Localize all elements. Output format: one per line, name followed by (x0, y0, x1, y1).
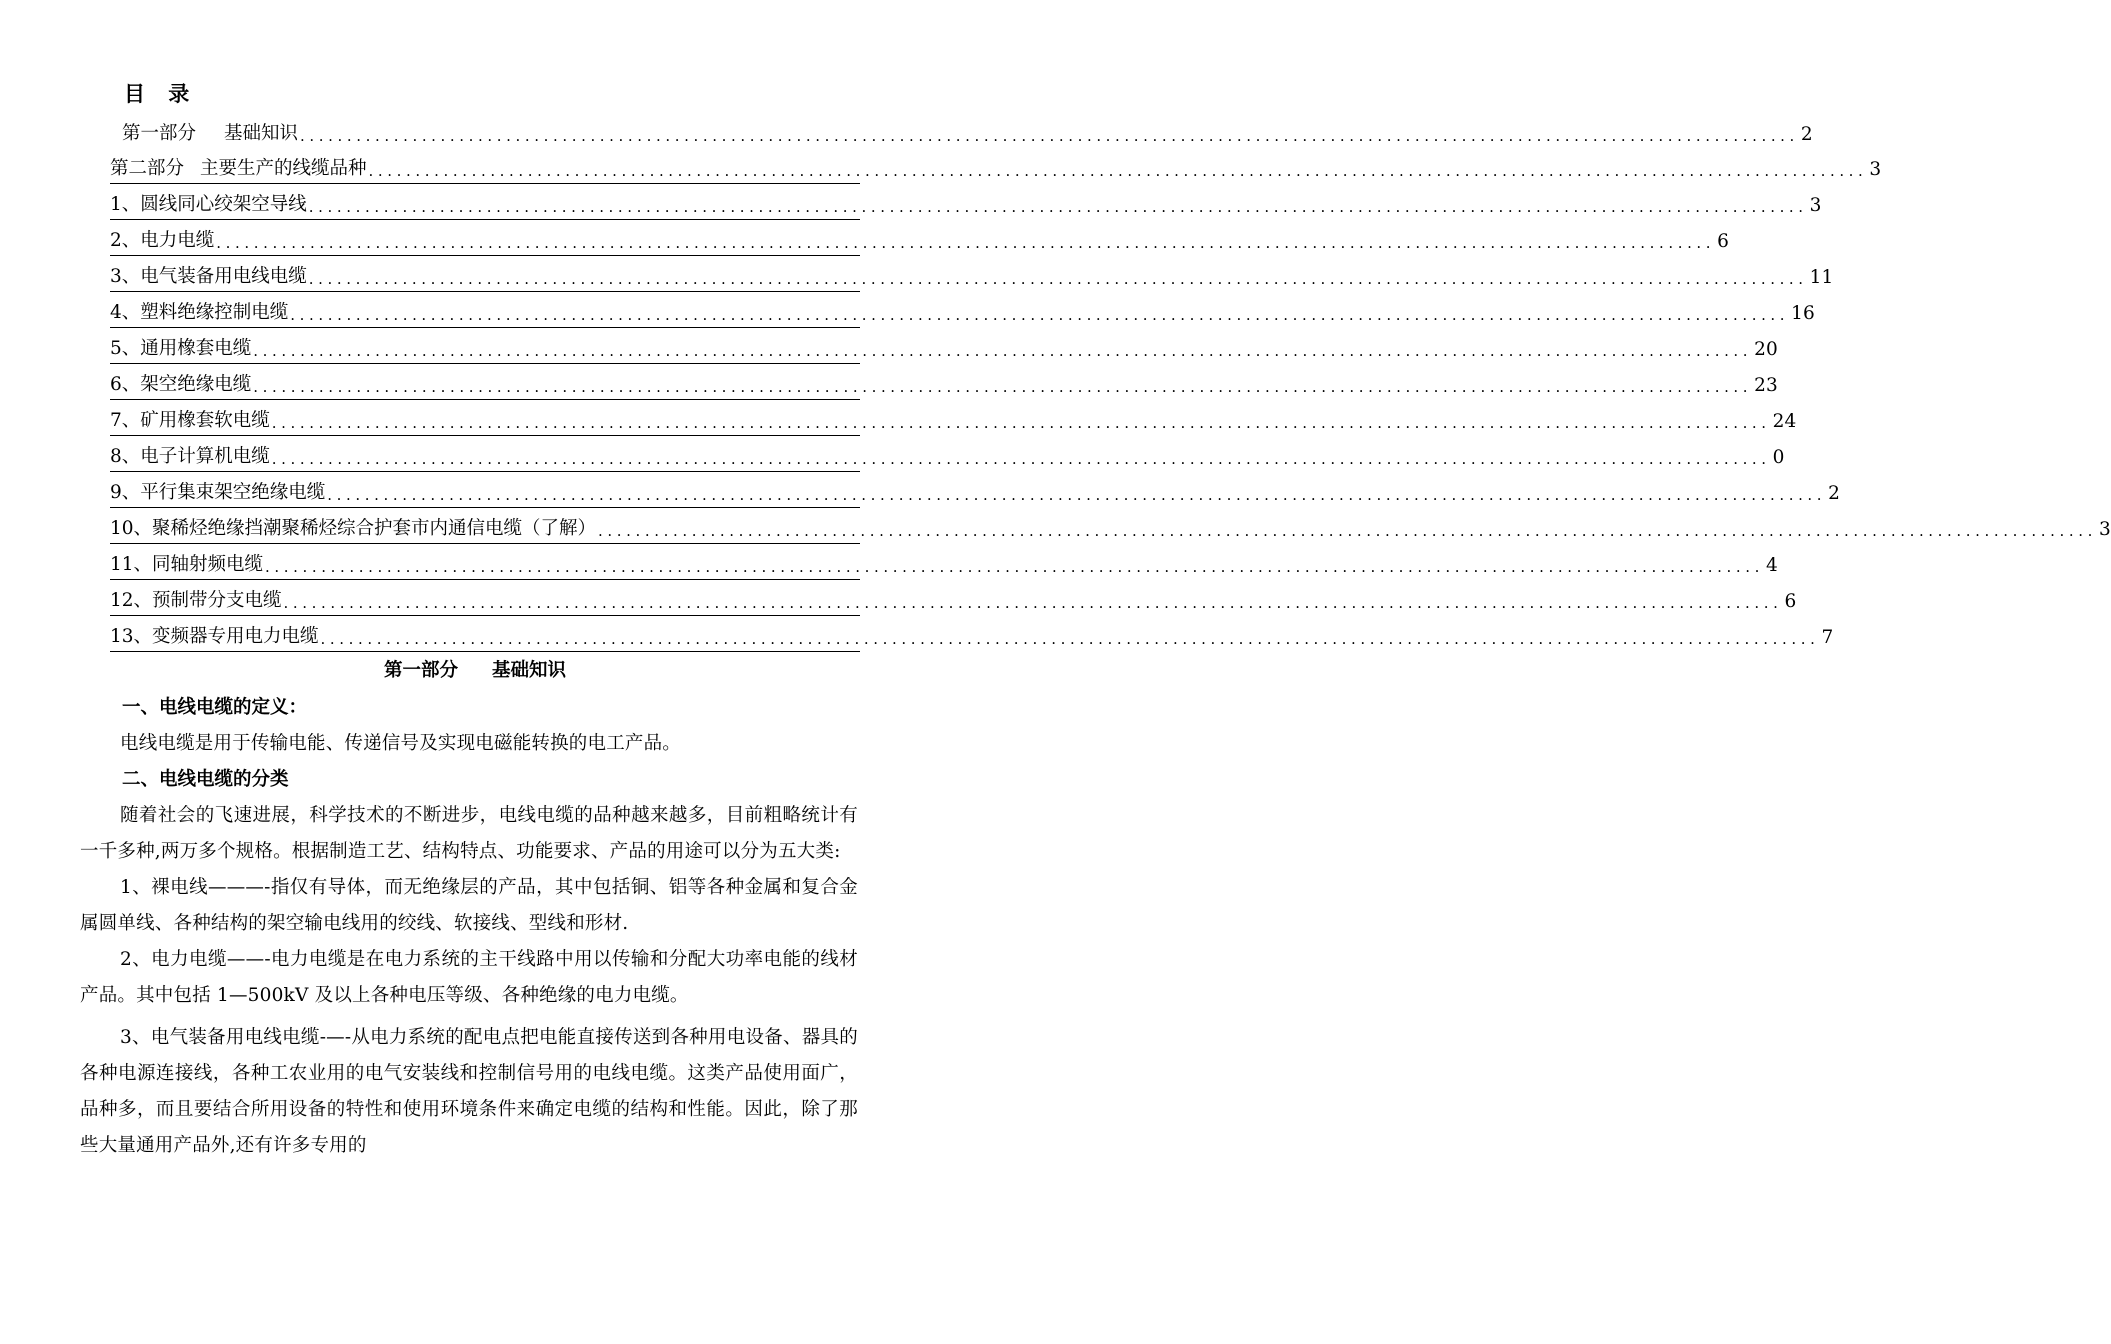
toc-leader-dots: ................................................................................................................................................................ (216, 234, 1716, 252)
toc-page-number: 3 (1869, 159, 1882, 180)
toc-leader-dots: ................................................................................................................................................................ (253, 342, 1753, 360)
toc-entry-label: 4、塑料绝缘控制电缆 (110, 302, 289, 323)
toc-leader-dots: ................................................................................................................................................................ (308, 270, 1808, 288)
toc-entry-5[interactable] (110, 328, 1778, 364)
toc-entry-4[interactable] (110, 292, 1815, 328)
toc-entry-label: 第一部分 基础知识 (122, 123, 299, 144)
toc-page-number: 7 (1821, 627, 1834, 648)
toc-entry-6[interactable] (110, 364, 1778, 400)
toc-entry-label: 6、架空绝缘电缆 (110, 374, 252, 395)
toc-entry-label: 11、同轴射频电缆 (110, 554, 264, 575)
body-content (80, 690, 858, 1164)
toc-page-number: 3 (2098, 519, 2111, 540)
toc-title: 目 录 (124, 82, 198, 106)
toc-entry-8[interactable] (110, 436, 1785, 472)
section-heading-definition: 一、电线电缆的定义： (122, 697, 308, 718)
toc-entry-1[interactable] (110, 184, 1822, 220)
toc-page-number: 16 (1791, 303, 1815, 324)
toc-leader-dots: ................................................................................................................................................................ (598, 522, 2097, 540)
toc-page-number: 20 (1754, 339, 1778, 360)
classification-intro-paragraph: 随着社会的飞速进展，科学技术的不断进步，电线电缆的品种越来越多，目前粗略统计有一千多种,两万多个规格。根据制造工艺、结构特点、功能要求、产品的用途可以分为五大类: (80, 805, 858, 862)
toc-entry-7[interactable] (110, 400, 1797, 436)
toc-entry-11[interactable] (110, 544, 1778, 580)
toc-leader-dots: ................................................................................................................................................................ (265, 558, 1764, 576)
toc-entry-part-2[interactable] (110, 148, 1882, 184)
toc-entry-label: 8、电子计算机电缆 (110, 446, 270, 467)
power-cable-paragraph: 2、电力电缆——-电力电缆是在电力系统的主干线路中用以传输和分配大功率电能的线材产品。其中包括 1—500kV 及以上各种电压等级、各种绝缘的电力电缆。 (80, 949, 858, 1006)
toc-page-number: 24 (1772, 411, 1797, 432)
toc-entry-label: 9、平行集束架空绝缘电缆 (110, 482, 326, 503)
toc-leader-dots: ................................................................................................................................................................ (271, 450, 1771, 468)
toc-entry-label: 10、聚稀烃绝缘挡潮聚稀烃综合护套市内通信电缆（了解） (110, 518, 597, 539)
toc-entry-12[interactable] (110, 580, 1797, 616)
toc-leader-dots: ................................................................................................................................................................ (300, 127, 1799, 145)
toc-page-number: 2 (1800, 124, 1813, 145)
part-heading: 第一部分 基础知识 (383, 660, 567, 681)
toc-entry-13[interactable] (110, 616, 1834, 652)
definition-paragraph: 电线电缆是用于传输电能、传递信号及实现电磁能转换的电工产品。 (120, 733, 682, 754)
toc-leader-dots: ................................................................................................................................................................ (290, 306, 1790, 324)
toc-page-number: 6 (1717, 231, 1729, 252)
toc-page-number: 23 (1754, 375, 1778, 396)
toc-page-number: 3 (1809, 195, 1822, 216)
toc-page-number: 4 (1765, 555, 1778, 576)
toc-leader-dots: ................................................................................................................................................................ (320, 630, 1820, 648)
toc-leader-dots: ................................................................................................................................................................ (253, 378, 1753, 396)
toc-entry-label: 5、通用橡套电缆 (110, 338, 252, 359)
toc-page-number: 6 (1784, 591, 1797, 612)
toc-entry-label: 3、电气装备用电线电缆 (110, 266, 307, 287)
toc-entry-label: 2、电力电缆 (110, 230, 215, 251)
bare-wire-paragraph: 1、裸电线———-指仅有导体，而无绝缘层的产品，其中包括铜、铝等各种金属和复合金属圆单线、各种结构的架空输电线用的绞线、软接线、型线和形材. (80, 877, 858, 934)
toc-leader-dots: ................................................................................................................................................................ (271, 414, 1771, 432)
section-heading-classification: 二、电线电缆的分类 (122, 769, 289, 790)
toc-entry-label: 13、变频器专用电力电缆 (110, 626, 319, 647)
table-of-contents (110, 112, 2111, 652)
toc-entry-10[interactable] (110, 508, 2111, 544)
toc-page-number: 2 (1828, 483, 1840, 504)
toc-page-number: 0 (1772, 447, 1785, 468)
toc-page-number: 11 (1809, 267, 1834, 288)
toc-entry-label: 7、矿用橡套软电缆 (110, 410, 270, 431)
toc-entry-3[interactable] (110, 256, 1834, 292)
toc-leader-dots: ................................................................................................................................................................ (308, 198, 1808, 216)
toc-leader-dots: ................................................................................................................................................................ (368, 162, 1868, 180)
toc-entry-9[interactable] (110, 472, 1840, 508)
toc-entry-label: 12、预制带分支电缆 (110, 590, 282, 611)
toc-entry-2[interactable] (110, 220, 1729, 256)
toc-entry-label: 1、圆线同心绞架空导线 (110, 194, 307, 215)
toc-entry-label: 第二部分 主要生产的线缆品种 (110, 158, 367, 179)
toc-entry-part-1[interactable] (110, 112, 1813, 148)
equipment-wire-paragraph: 3、电气装备用电线电缆-—-从电力系统的配电点把电能直接传送到各种用电设备、器具的各种电源连接线，各种工农业用的电气安装线和控制信号用的电线电缆。这类产品使用面广，品种多，而且要结合所用设备的特性和使用环境条件来确定电缆的结构和性能。因此，除了那些大量通用产品外,还有许多专用的 (80, 1027, 858, 1156)
toc-leader-dots: ................................................................................................................................................................ (327, 486, 1827, 504)
toc-leader-dots: ................................................................................................................................................................ (283, 594, 1783, 612)
